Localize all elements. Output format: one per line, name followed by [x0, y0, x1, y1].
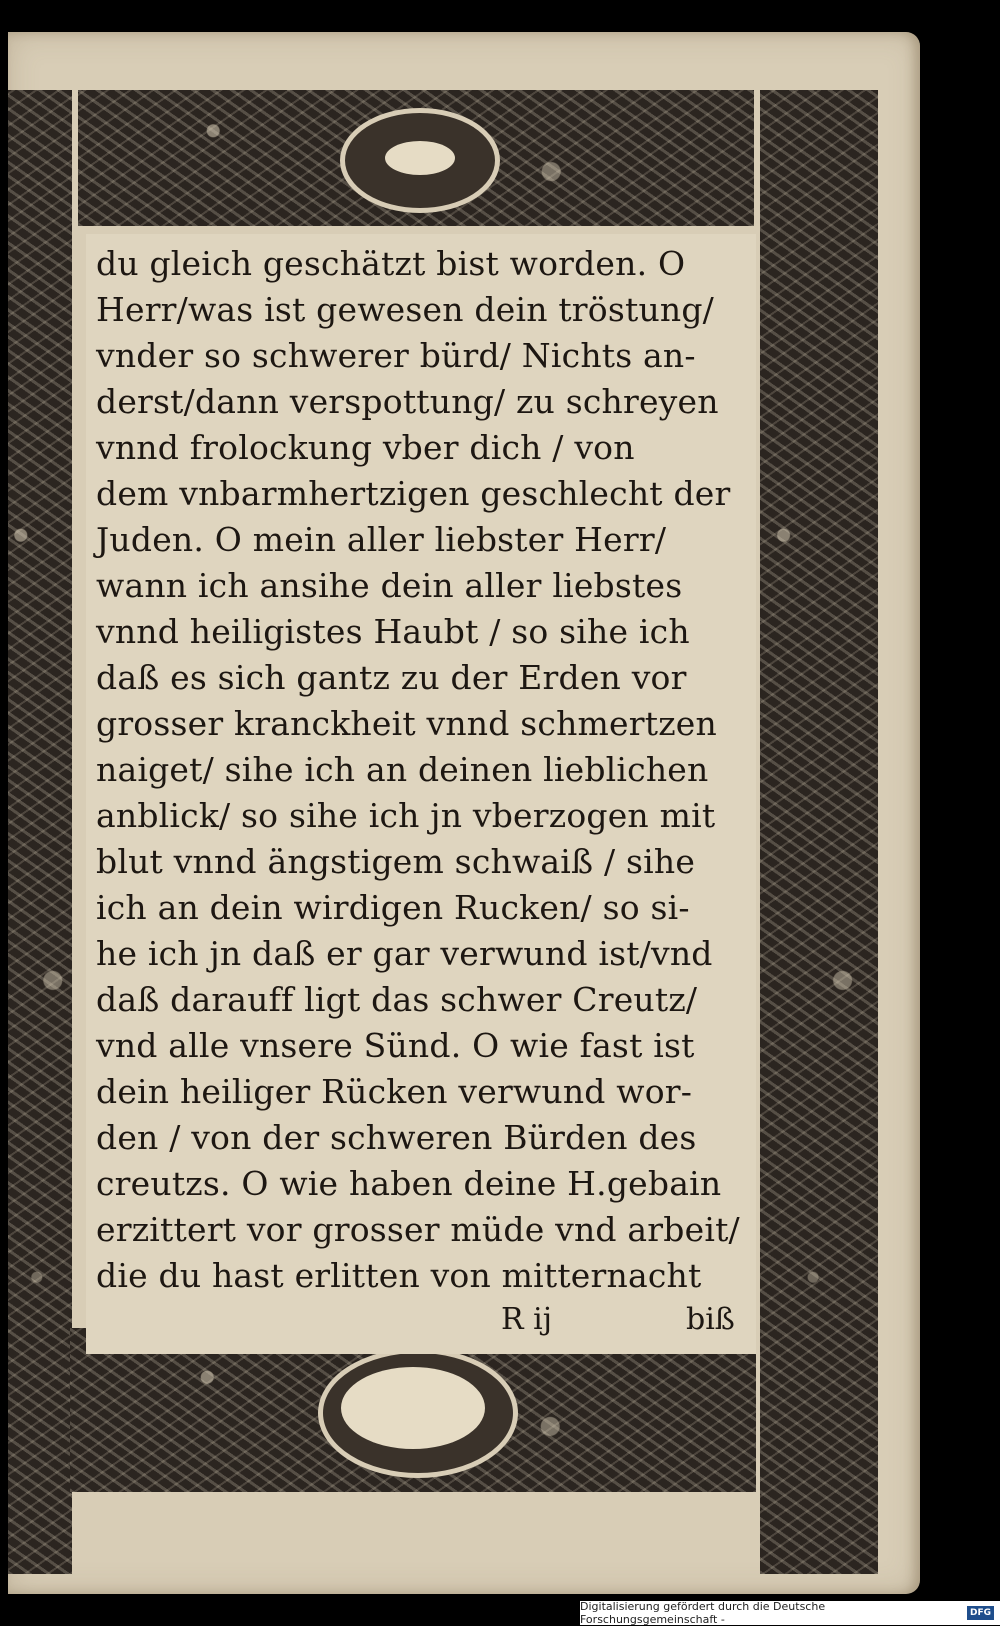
text-line: naiget/ sihe ich an deinen lieblichen [96, 750, 709, 789]
bottom-cartouche [318, 1348, 518, 1478]
book-page [8, 32, 920, 1594]
text-line: daß es sich gantz zu der Erden vor [96, 658, 687, 697]
text-line: derst/dann verspottung/ zu schreyen [96, 382, 719, 421]
text-line: erzittert vor grosser müde vnd arbeit/ [96, 1210, 740, 1249]
text-line: vnnd heiligistes Haubt / so sihe ich [96, 612, 690, 651]
credit-text: Digitalisierung gefördert durch die Deutsche Forschungsgemeinschaft - [580, 1600, 826, 1626]
catchword: biß [686, 1302, 735, 1337]
text-line: vnder so schwerer bürd/ Nichts an- [96, 336, 696, 375]
text-line: creutzs. O wie haben deine H.gebain [96, 1164, 722, 1203]
text-line: dem vnbarmhertzigen geschlecht der [96, 474, 731, 513]
text-line: vnnd frolockung vber dich / von [96, 428, 635, 467]
right-woodcut-border [760, 90, 878, 1574]
text-line: he ich jn daß er gar verwund ist/vnd [96, 934, 713, 973]
text-line: dein heiliger Rücken verwund wor- [96, 1072, 693, 1111]
text-line: den / von der schweren Bürden des [96, 1118, 697, 1157]
text-line: Herr/was ist gewesen dein tröstung/ [96, 290, 714, 329]
signature-mark: R ij [501, 1302, 553, 1337]
text-block [86, 234, 756, 1354]
text-line: vnd alle vnsere Sünd. O wie fast ist [96, 1026, 695, 1065]
text-line: Juden. O mein aller liebster Herr/ [96, 520, 667, 559]
text-line: grosser kranckheit vnnd schmertzen [96, 704, 717, 743]
text-line: blut vnnd ängstigem schwaiß / sihe [96, 842, 696, 881]
top-cartouche [340, 108, 500, 213]
digitization-credit-bar [580, 1601, 1000, 1625]
dfg-logo: DFG [967, 1606, 994, 1620]
text-line: du gleich geschätzt bist worden. O [96, 244, 686, 283]
top-woodcut-border [78, 90, 754, 226]
left-woodcut-border [8, 90, 72, 1574]
text-line: anblick/ so sihe ich jn vberzogen mit [96, 796, 716, 835]
text-line: daß darauff ligt das schwer Creutz/ [96, 980, 698, 1019]
text-line: die du hast erlitten von mitternacht [96, 1256, 702, 1295]
text-line: ich an dein wirdigen Rucken/ so si- [96, 888, 690, 927]
text-line: wann ich ansihe dein aller liebstes [96, 566, 683, 605]
